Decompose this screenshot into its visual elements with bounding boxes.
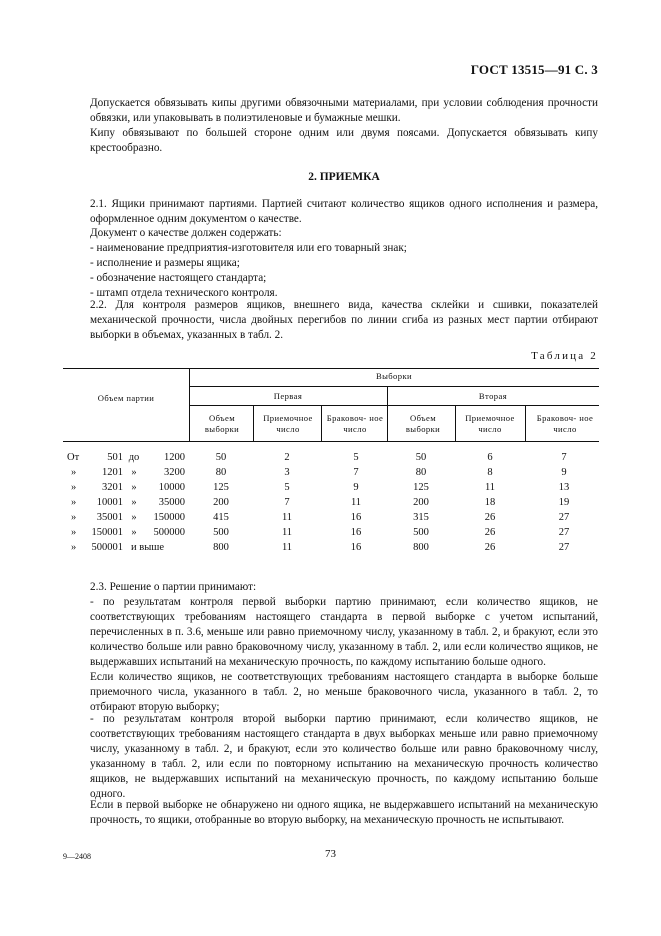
row-to: 1200 xyxy=(164,452,185,463)
row-value: 11 xyxy=(281,527,293,538)
row-to: 35000 xyxy=(158,497,185,508)
row-value: 7 xyxy=(353,467,359,478)
row-value: 3 xyxy=(284,467,290,478)
paragraph-2-1: 2.1. Ящики принимают партиями. Партией считают количество ящиков одного исполнения и размера, оформленное одним документом о качестве. xyxy=(90,198,598,225)
row-value: 27 xyxy=(558,527,570,538)
row-value: 7 xyxy=(561,452,567,463)
row-value: 5 xyxy=(284,482,290,493)
paragraph-2-3: 2.3. Решение о партии принимают: xyxy=(90,581,257,593)
row-value: 7 xyxy=(284,497,290,508)
row-value: 200 xyxy=(413,497,429,508)
header-second-sample-volume: Объем выборки xyxy=(405,413,441,434)
page-header: ГОСТ 13515—91 С. 3 xyxy=(470,62,598,77)
table-rule-header-bottom xyxy=(63,441,599,442)
row-to: 10000 xyxy=(158,482,185,493)
row-value: 6 xyxy=(487,452,493,463)
row-value: 200 xyxy=(213,497,229,508)
header-second-acceptance: Приемочное число xyxy=(465,413,515,434)
row-to: и выше xyxy=(131,542,165,553)
table-caption: Таблица 2 xyxy=(531,350,598,362)
row-value: 11 xyxy=(281,512,293,523)
table-rule-top xyxy=(63,368,599,369)
list-item-stamp: - штамп отдела технического контроля. xyxy=(90,287,278,299)
row-value: 80 xyxy=(415,467,427,478)
row-mid: до xyxy=(128,452,140,463)
row-value: 16 xyxy=(350,527,362,538)
sampling-table xyxy=(63,364,599,564)
row-value: 2 xyxy=(284,452,290,463)
row-prefix: » xyxy=(71,512,77,523)
row-value: 50 xyxy=(415,452,427,463)
section-title: 2. ПРИЕМКА xyxy=(308,171,380,183)
row-value: 9 xyxy=(353,482,359,493)
paragraph-binding-belts: Кипу обвязывают по большей стороне одним или двумя поясами. Допускается обвязывать кипу крестообразно. xyxy=(90,127,598,154)
row-mid: » xyxy=(131,467,137,478)
row-value: 26 xyxy=(484,542,496,553)
row-mid: » xyxy=(131,527,137,538)
row-value: 500 xyxy=(213,527,229,538)
row-prefix: » xyxy=(71,497,77,508)
list-item-standard: - обозначение настоящего стандарта; xyxy=(90,272,267,284)
row-value: 50 xyxy=(215,452,227,463)
row-to: 500000 xyxy=(153,527,185,538)
row-from: 10001 xyxy=(96,497,123,508)
row-prefix: » xyxy=(71,527,77,538)
row-value: 80 xyxy=(215,467,227,478)
row-value: 800 xyxy=(413,542,429,553)
header-first-acceptance: Приемочное число xyxy=(263,413,313,434)
table-rule-samples xyxy=(189,386,599,387)
table-rule-first-second xyxy=(189,405,599,406)
row-value: 26 xyxy=(484,512,496,523)
row-value: 13 xyxy=(558,482,570,493)
paragraph-binding-materials xyxy=(90,96,598,126)
paragraph-second-sample-rule: - по результатам контроля второй выборки партию принимают, если количество ящиков, не соответствующих требованиям настоящего стандарта в двух выборках меньше или равно приемочному числу, указанному в табл. 2, и бракуют, если это количество больше или равно браковочному числу, указанному в табл. 2, или если по повторному испытанию на механическую прочность количество ящиков, не выдержавших испытаний на механическую прочность, по каждому испытанию больше одного. xyxy=(90,713,598,800)
footer-code: 9—2408 xyxy=(63,852,91,861)
row-from: 35001 xyxy=(96,512,123,523)
row-to: 3200 xyxy=(164,467,185,478)
row-value: 5 xyxy=(353,452,359,463)
header-lot-volume: Объем партии xyxy=(97,393,155,403)
row-value: 125 xyxy=(213,482,229,493)
header-first: Первая xyxy=(273,391,303,401)
row-value: 26 xyxy=(484,527,496,538)
paragraph-first-sample-rule: - по результатам контроля первой выборки партию принимают, если количество ящиков, не соответствующих требованиям настоящего стандарта в первой выборке с учетом испытаний, перечисленных в п. 3.6, меньше или равно приемочному числу, указанному в табл. 2, и бракуют, если это количество больше или равно браковочному числу, указанному в табл. 2, или если количество ящиков, не выдержавших испытаний на механическую прочность, по каждому испытанию больше одного. xyxy=(90,596,598,668)
row-value: 9 xyxy=(561,467,567,478)
row-value: 11 xyxy=(350,497,362,508)
row-value: 800 xyxy=(213,542,229,553)
header-samples: Выборки xyxy=(375,371,413,381)
row-value: 415 xyxy=(213,512,229,523)
row-mid: » xyxy=(131,482,137,493)
paragraph-document-content: Документ о качестве должен содержать: xyxy=(90,227,282,239)
row-value: 27 xyxy=(558,512,570,523)
paragraph-second-sample-trigger: Если количество ящиков, не соответствующих требованиям настоящего стандарта в выборке больше приемочного числа, указанного в табл. 2, но меньше браковочного числа, указанного в табл. 2, то отбирают вторую выборку; xyxy=(90,671,598,713)
row-value: 8 xyxy=(487,467,493,478)
table-rule-v6 xyxy=(525,405,526,441)
row-from: 501 xyxy=(107,452,123,463)
header-first-rejection: Браковоч- ное число xyxy=(326,413,384,434)
row-mid: » xyxy=(131,512,137,523)
list-item-manufacturer: - наименование предприятия-изготовителя или его товарный знак; xyxy=(90,242,407,254)
paragraph-2-2: 2.2. Для контроля размеров ящиков, внешнего вида, качества склейки и сшивки, показателей механической прочности, числа двойных перегибов по линии сгиба из разных мест партии отбирают выборки в объемах, указанных в табл. 2. xyxy=(90,299,598,341)
table-rule-v5 xyxy=(455,405,456,441)
row-value: 125 xyxy=(413,482,429,493)
table-rule-v3 xyxy=(321,405,322,441)
table-rule-v2 xyxy=(253,405,254,441)
row-value: 11 xyxy=(281,542,293,553)
row-from: 500001 xyxy=(91,542,123,553)
row-value: 11 xyxy=(484,482,496,493)
row-to: 150000 xyxy=(153,512,185,523)
row-value: 315 xyxy=(413,512,429,523)
row-prefix: » xyxy=(71,482,77,493)
row-value: 19 xyxy=(558,497,570,508)
header-first-sample-volume: Объем выборки xyxy=(204,413,240,434)
row-value: 18 xyxy=(484,497,496,508)
row-value: 16 xyxy=(350,542,362,553)
row-mid: » xyxy=(131,497,137,508)
row-prefix: От xyxy=(67,452,80,463)
page-number: 73 xyxy=(325,848,336,860)
paragraph-text: Допускается обвязывать кипы другими обвязочными материалами, при условии соблюдения прочности обвязки, или упаковывать в полиэтиленовые и бумажные мешки. xyxy=(90,97,598,124)
row-value: 16 xyxy=(350,512,362,523)
paragraph-no-failures: Если в первой выборке не обнаружено ни одного ящика, не выдержавшего испытаний на механическую прочность, то ящики, отобранные во вторую выборку, на механическую прочность не испытывают. xyxy=(90,799,598,826)
header-second-rejection: Браковоч- ное число xyxy=(536,413,594,434)
list-item-execution: - исполнение и размеры ящика; xyxy=(90,257,240,269)
row-value: 27 xyxy=(558,542,570,553)
row-from: 3201 xyxy=(102,482,123,493)
row-prefix: » xyxy=(71,542,77,553)
row-from: 150001 xyxy=(91,527,123,538)
row-prefix: » xyxy=(71,467,77,478)
row-from: 1201 xyxy=(102,467,123,478)
header-second: Вторая xyxy=(478,391,508,401)
row-value: 500 xyxy=(413,527,429,538)
